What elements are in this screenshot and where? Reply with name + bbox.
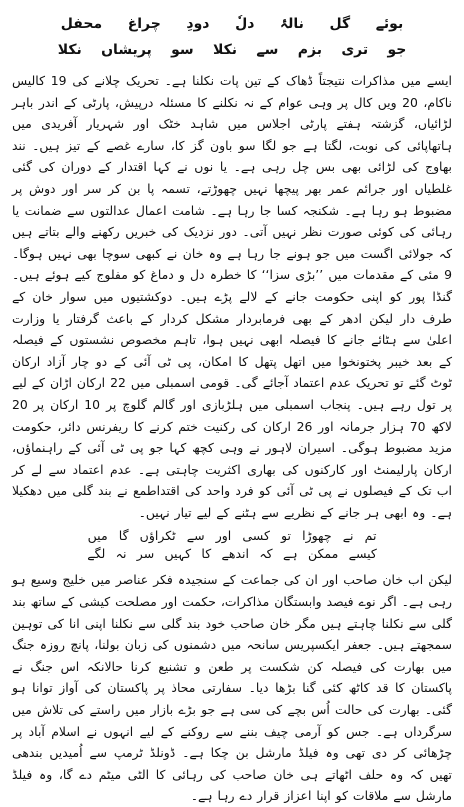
poem-word: چراغ xyxy=(127,16,161,32)
poem-word: اندھے xyxy=(221,546,249,562)
poem-word: نہ xyxy=(115,546,127,562)
poem-top-line-1 xyxy=(48,14,416,34)
poem-word: سے xyxy=(186,528,205,544)
poem-word: سے xyxy=(256,42,279,58)
poem-word: محفل xyxy=(60,16,103,32)
poem-word: نکلا xyxy=(213,42,238,58)
poem-word: ممکن xyxy=(307,546,339,562)
poem-word: جو xyxy=(387,42,407,58)
poem-word: تری xyxy=(341,42,369,58)
poem-top-line-2 xyxy=(48,40,416,60)
poem-word: کا xyxy=(201,546,212,562)
article-paragraph-2: لیکن اب خان صاحب اور ان کی جماعت کے سنجیدہ فکر عناصر میں خلیج وسیع ہو رہی ہے۔ اگر نوے فیصد وابستگان مذاکرات، حکمت اور مصلحت کیشی کے ساتھ بند گلی سے نکلنا چاہتے ہیں مگر خان صاحب خود بند گلی سے نکلنا اپنی انا کی توہین سمجھتے ہیں۔ جعفر ایکسپریس سانحہ میں دشمنوں کی زبان بولنا، پانچ روزہ جنگ میں بھارت کی فیصلہ کن شکست پر طعن و تشنیع کرنا حالانکہ اس جنگ نے پاکستان کا قد کاٹھ کئی گنا بڑھا دیا۔ سفارتی محاذ پر پاکستان کی آواز توانا ہو گئی۔ بھارت کی حالت اُس بچے کی سی ہے جو بڑے بازار میں راستے کی تلاش میں سرگرداں ہے۔ جس کو آرمی چیف بننے سے روکنے کے لیے انہوں نے اسلام آباد پر چڑھائی کر دی تھی وہ فیلڈ مارشل بن چکا ہے۔ ڈونلڈ ٹرمپ سے اُمیدیں بندھی تھیں کہ وہ حلف اٹھاتے ہی خان صاحب کی رہائی کا الٹی میٹم دے گا، وہ فیلڈ مارشل سے ملاقات کو اپنا اعزاز قرار دے رہا ہے۔ xyxy=(12,572,452,804)
poem-word: گا xyxy=(118,528,129,544)
poem-word: میں xyxy=(87,528,108,544)
poem-word: نالۂ xyxy=(279,16,304,32)
poem-word: اور xyxy=(215,528,232,544)
poem-word: ٹکراؤں xyxy=(139,528,176,544)
poem-word: بزم xyxy=(297,42,322,58)
poem-word: ہے xyxy=(282,546,298,562)
poem-mid-line-1 xyxy=(82,527,382,545)
poem-word: دودِ xyxy=(186,16,210,32)
poem-word: کہیں xyxy=(164,546,192,562)
poem-word: تم xyxy=(364,528,377,544)
poem-word: نے xyxy=(342,528,354,544)
poem-word: دلٗ xyxy=(235,16,255,32)
poem-word: سر xyxy=(136,546,155,562)
poem-word: پریشاں xyxy=(101,42,152,58)
poem-word: نکلا xyxy=(57,42,82,58)
poem-word: چھوڑا xyxy=(302,528,332,544)
poem-word: کہ xyxy=(259,546,273,562)
poem-word: لگے xyxy=(87,546,106,562)
poem-word: تو xyxy=(281,528,291,544)
poem-word: سو xyxy=(171,42,194,58)
poem-word: کیسے xyxy=(348,546,377,562)
poem-word: بوئے xyxy=(375,16,404,32)
poem-word: گل xyxy=(329,16,351,32)
article-paragraph-1: ایسے میں مذاکرات نتیجتاً ڈھاک کے تین پات نکلنا ہے۔ تحریک چلانے کی 19 کالیس ناکام، 20 ویں کال پر وہی عوام کے نہ نکلنے کا مسئلہ درپیش، پارٹی کے اندر باہر لڑائیاں، گزشتہ ہفتے پارٹی اجلاس میں شاہد خٹک اور شہریار آفریدی میں ہاتھاپائی کی نوبت، لگتا ہے جو لگا سو باون گز کا، سارے غصے کے تیز ہیں۔ نند بھاوج کی لڑائی بھی بس چل رہی ہے۔ یا نوں نے کہا اقتدار کے دوران کی گئی غلطیاں اور جرائم عمر بھر پیچھا نہیں چھوڑتے، تسمہ پا بن کر سر اور دوش پر مضبوط ہو رہا ہے۔ شکنجہ کسا جا رہا ہے۔ شامت اعمال عدالتوں سے ضمانت یا رہائی کی کوئی صورت نظر نہیں آتی۔ دور نزدیک کی خبریں رکھنے والے بتاتے ہیں کہ جولائی اگست میں جو ہونے جا رہا ہے وہ خان نے کبھی سوچا بھی نہیں ہوگا۔ 9 مئی کے مقدمات میں ’’بڑی سزا‘‘ کا خطرہ دل و دماغ کو مفلوج کیے ہوئے ہیں۔ گنڈا پور کو اپنی حکومت جانے کے لالے پڑے ہیں۔ دوکشتیوں میں سوار خان کے طرف دار لیکن ادھر کے بھی فرمابردار مشکل کردار کے باعث گرفتار یا وزارت اعلیٰ سے ہٹائے جانے کا فیصلہ ابھی نہیں ہوا، تاہم مخصوص نشستوں کے فیصلہ کے بعد خیبر پختونخوا میں اتھل پتھل کا امکان، پی ٹی آئی کے دو چار آزاد ارکان ٹوٹ گئے تو تحریک عدم اعتماد آجائے گی۔ قومی اسمبلی میں 22 ارکان اڑان کے لیے پر تول رہے ہیں۔ پنجاب اسمبلی میں ہلڑبازی اور گالم گلوچ پر 10 ارکان پر 20 لاکھ 70 ہزار جرمانہ اور 26 ارکان کی رکنیت ختم کرنے کا ریفرنس دائر، حکومت مزید مضبوط ہوگی۔ اسیران لاہور نے وہی کچھ کہا جو پی ٹی آئی کے راہنماؤں، ارکان پارلیمنٹ اور کارکنوں کی بھاری اکثریت چاہتی ہے۔ عدم اعتماد سے لے کر اب تک کے فیصلوں نے پی ٹی آئی کو فرد واحد کی اقتداطمع نے بند گلی میں دھکیلا ہے۔ وہ ابھی ہر جانے کے نظریے سے ہٹنے کے لیے تیار نہیں۔ xyxy=(12,73,453,520)
poem-mid-line-2 xyxy=(82,545,382,563)
poem-word: کسی xyxy=(242,528,270,544)
